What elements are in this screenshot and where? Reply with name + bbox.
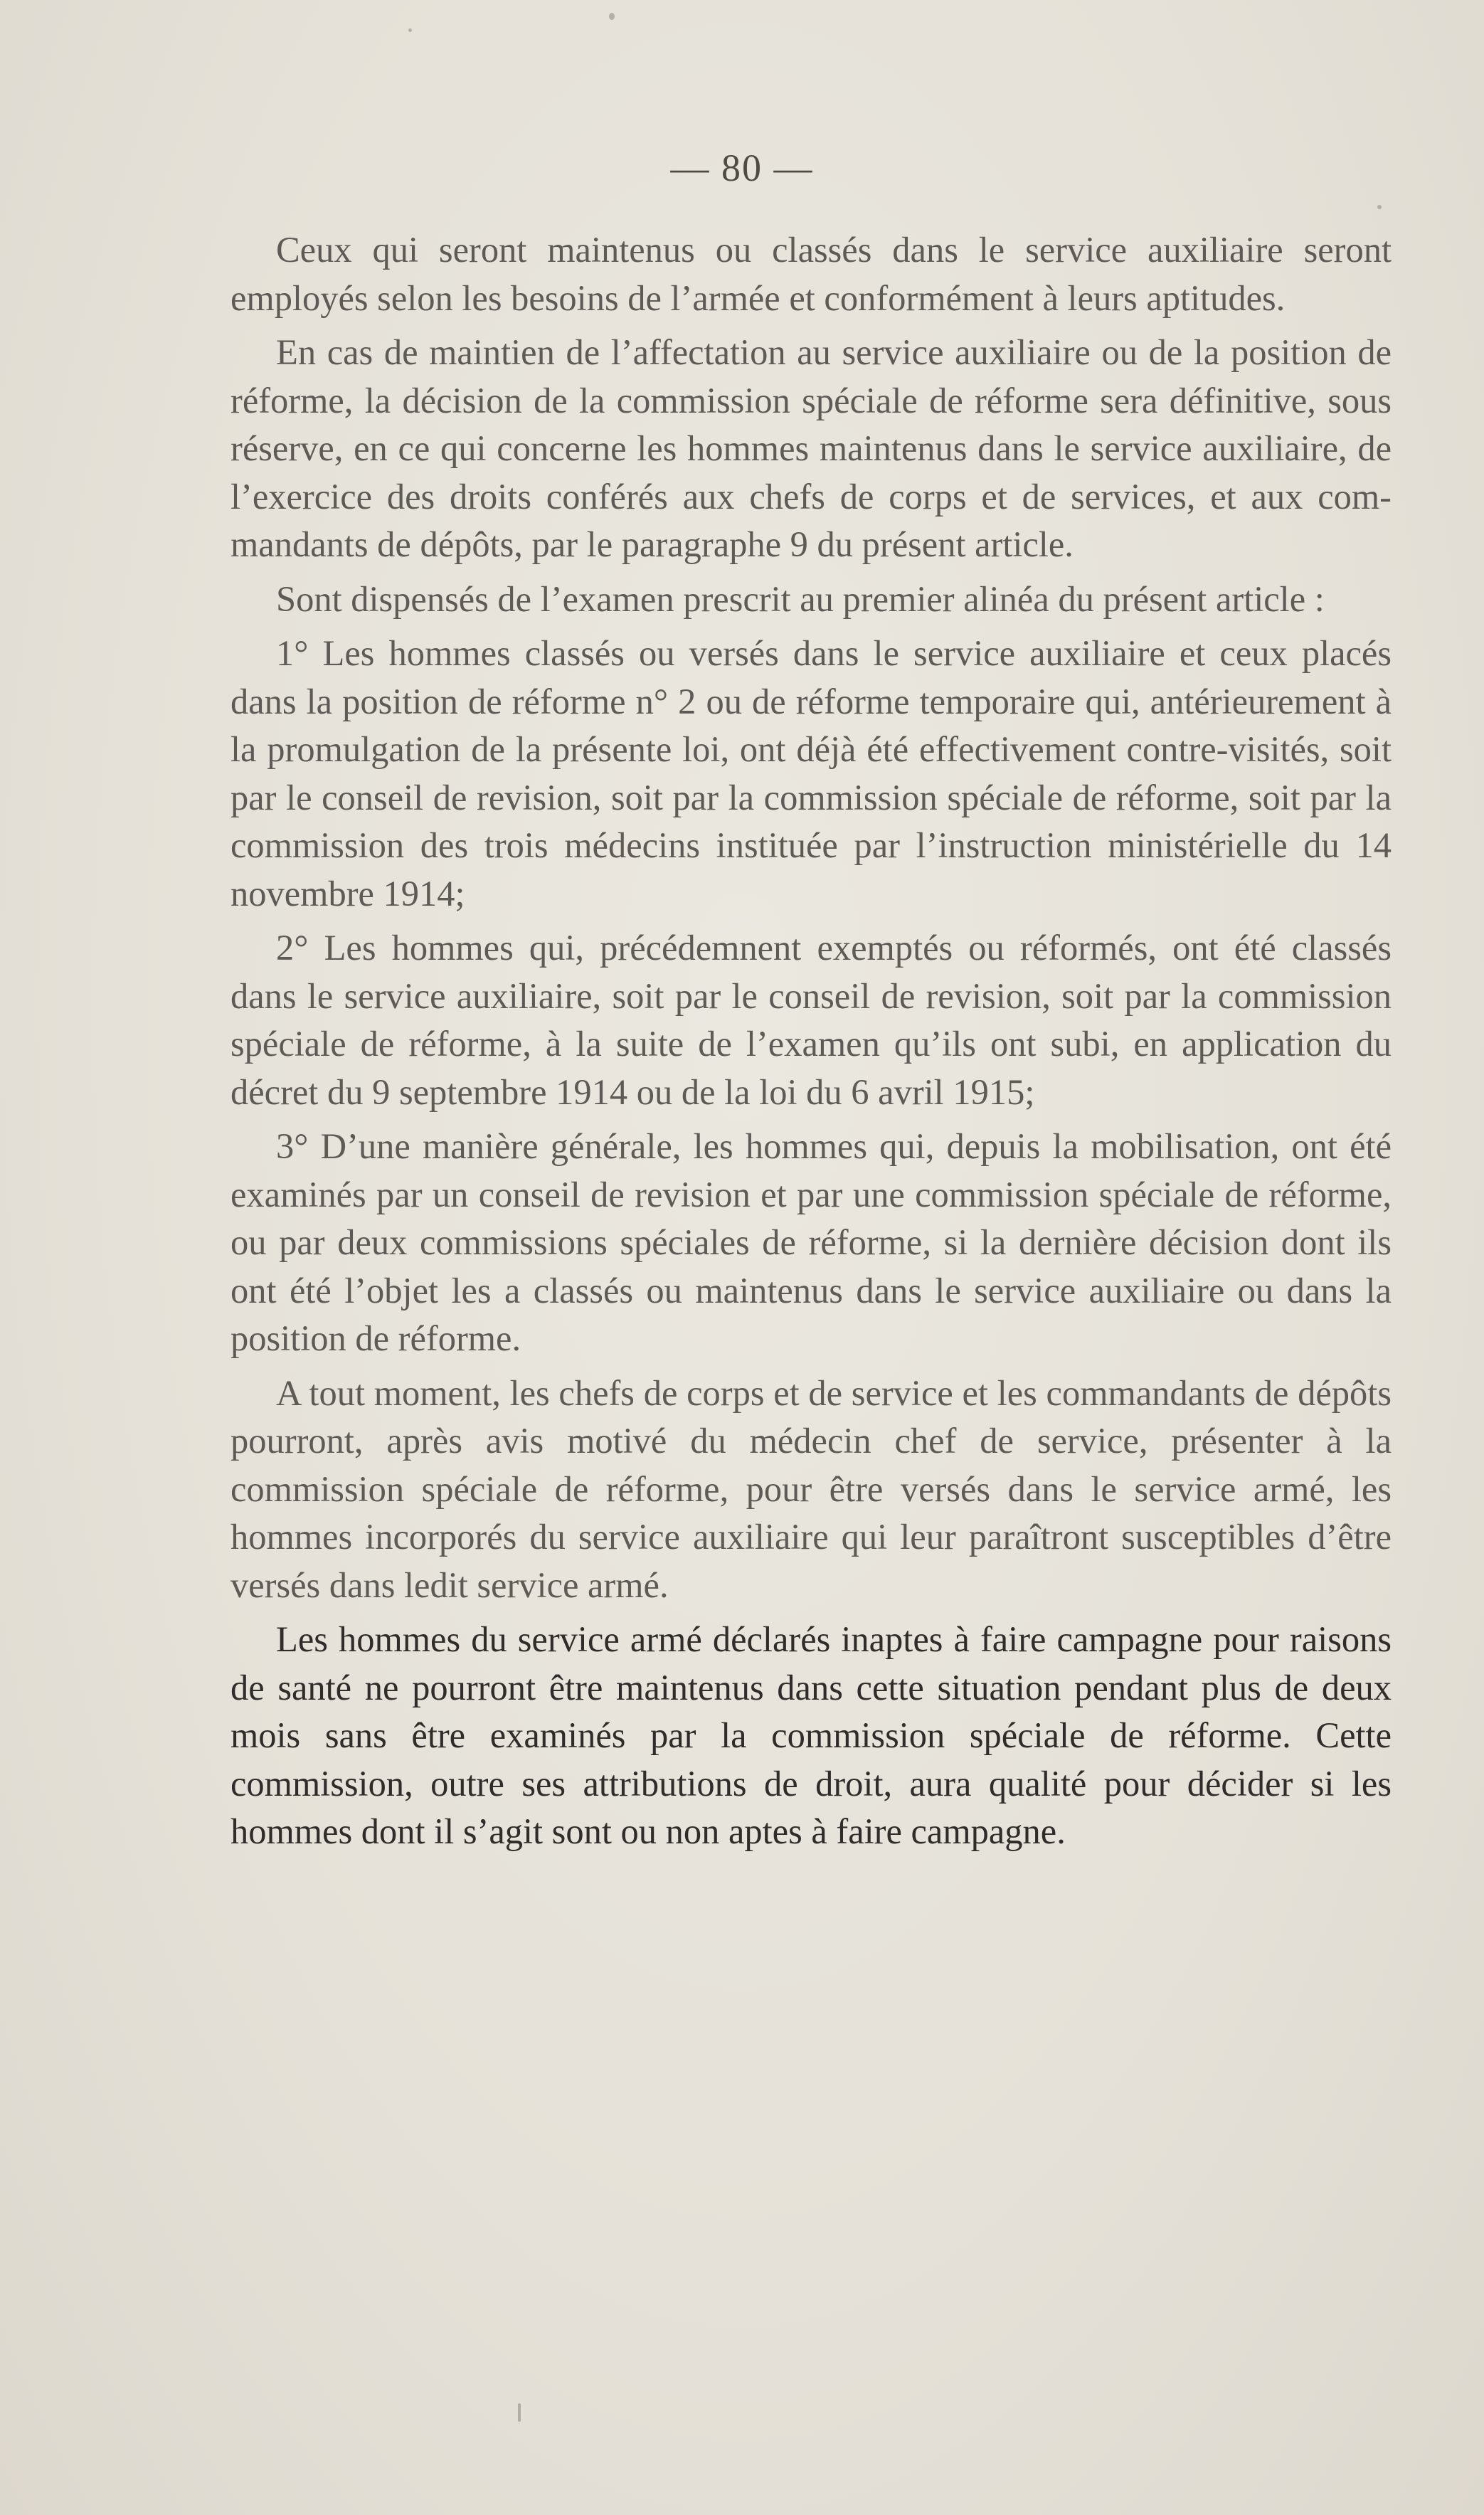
- paper-speck: [1377, 205, 1382, 209]
- paragraph: En cas de maintien de l’affectation au service auxiliaire ou de la position de réforme, la décision de la commission spéciale de réforme sera définitive, sous réserve, en ce qui concerne les hommes maintenus dans le service auxiliaire, de l’exercice des droits conférés aux chefs de corps et de services, et aux commandants de dépôts, par le paragraphe 9 du présent article.: [230, 332, 1392, 564]
- paragraph: A tout moment, les chefs de corps et de service et les commandants de dépôts pourront, après avis motivé du médecin chef de service, présenter à la commission spéciale de réforme, pour être versés dans le service armé, les hommes incorporés du service auxiliaire qui leur paraîtront susceptibles d’être versés dans ledit service armé.: [230, 1372, 1392, 1605]
- paper-speck: [609, 13, 615, 20]
- body-text: [230, 226, 1392, 1863]
- page-number: — 80 —: [670, 147, 814, 189]
- paragraph: Sont dispensés de l’examen prescrit au premier alinéa du présent article :: [276, 578, 1325, 619]
- paragraph: 1° Les hommes classés ou versés dans le service auxiliaire et ceux placés dans la position de réforme n° 2 ou de réforme temporaire qui, antérieurement à la promulgation de la présente loi, ont déjà été effectivement contre-visités, soit par le conseil de revision, soit par la commission spéciale de réforme, soit par la commission des trois médecins instituée par l’instruction ministérielle du 14 novembre 1914;: [230, 633, 1392, 914]
- paragraph: 2° Les hommes qui, précédemnent exemptés ou réformés, ont été classés dans le service auxiliaire, soit par le conseil de revision, soit par la commission spéciale de réforme, à la suite de l’examen qu’ils ont subi, en application du décret du 9 septembre 1914 ou de la loi du 6 avril 1915;: [230, 928, 1392, 1112]
- paper-speck: [518, 2403, 521, 2422]
- paper-speck: [408, 28, 412, 32]
- paragraph: Les hommes du service armé déclarés inaptes à faire campagne pour raisons de santé ne pourront être maintenus dans cette situation pendant plus de deux mois sans être examinés par la commission spéciale de réforme. Cette commission, outre ses attributions de droit, aura qualité pour décider si les hommes dont il s’agit sont ou non aptes à faire campagne.: [230, 1619, 1392, 1851]
- paragraph: 3° D’une manière générale, les hommes qui, depuis la mobilisation, ont été examinés par un conseil de revision et par une commission spéciale de réforme, ou par deux commissions spéciales de réforme, si la dernière décision dont ils ont été l’objet les a classés ou maintenus dans le service auxiliaire ou dans la position de réforme.: [230, 1126, 1392, 1358]
- paragraph: Ceux qui seront maintenus ou classés dans le service auxiliaire seront employés selon les besoins de l’armée et conformément à leurs aptitudes.: [230, 230, 1392, 318]
